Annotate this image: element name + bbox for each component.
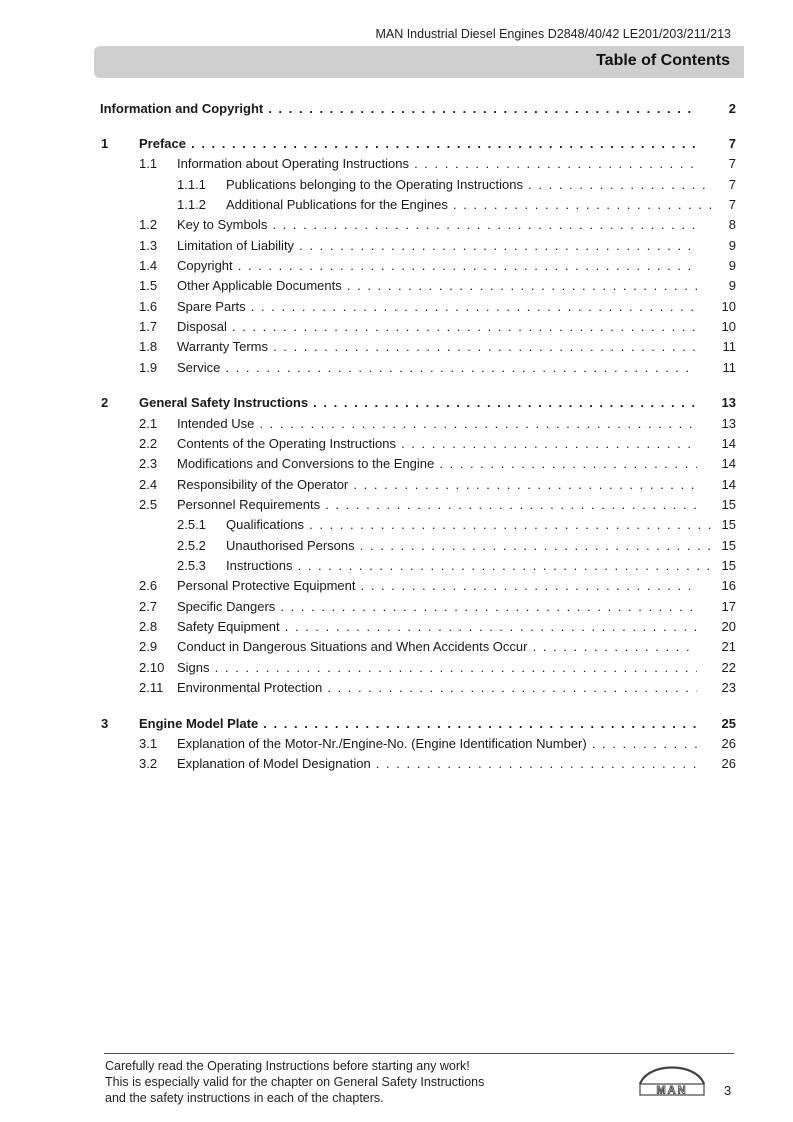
toc-entry-page: 14	[721, 477, 736, 492]
toc-entry-title: Limitation of Liability . . .	[177, 237, 697, 255]
footer-line-3: and the safety instructions in each of the chapters.	[105, 1091, 384, 1105]
toc-entry-page: 21	[721, 639, 736, 654]
toc-entry[interactable]	[0, 496, 736, 514]
toc-entry-page: 11	[722, 360, 736, 375]
toc-entry-title: Publications belonging to the Operating Instructions . . .	[226, 176, 711, 194]
toc-entry-page: 10	[721, 319, 736, 334]
toc-entry-title: Signs . . .	[177, 659, 697, 677]
page-title: Table of Contents	[596, 52, 730, 69]
toc-entry-page: 7	[728, 197, 736, 212]
toc-entry-number: 2.6	[139, 578, 158, 593]
toc-entry-number: 1.5	[139, 278, 158, 293]
toc-entry-title: Explanation of Model Designation . . .	[177, 755, 697, 773]
toc-entry-title: Safety Equipment . . .	[177, 618, 697, 636]
toc-entry-number: 2.11	[139, 680, 164, 695]
toc-entry-page: 15	[721, 517, 736, 532]
toc-entry[interactable]	[0, 100, 736, 118]
toc-entry[interactable]	[0, 516, 736, 534]
toc-entry-number: 2.5	[139, 497, 158, 512]
toc-entry[interactable]	[0, 598, 736, 616]
toc-entry-page: 13	[721, 416, 736, 431]
toc-entry-title: Conduct in Dangerous Situations and When Accidents Occur . . .	[177, 638, 697, 656]
document-header-title: MAN Industrial Diesel Engines D2848/40/42 LE201/203/211/213	[375, 27, 731, 41]
toc-entry-number: 2.3	[139, 456, 158, 471]
toc-entry-number: 1.8	[139, 339, 158, 354]
toc-entry-title: Intended Use . . .	[177, 415, 697, 433]
footer-line-2: This is especially valid for the chapter on General Safety Instructions	[105, 1075, 485, 1089]
toc-entry-number: 1.2	[139, 217, 158, 232]
toc-entry[interactable]	[0, 537, 736, 555]
toc-entry-title: Other Applicable Documents . . .	[177, 277, 697, 295]
toc-entry-title: Specific Dangers . . .	[177, 598, 697, 616]
toc-entry-number: 1.1.1	[177, 177, 206, 192]
toc-entry[interactable]	[0, 277, 736, 295]
toc-entry-number: 2.8	[139, 619, 158, 634]
toc-entry-page: 10	[721, 299, 736, 314]
toc-entry-number: 2.1	[139, 416, 158, 431]
toc-entry-page: 2	[728, 101, 736, 116]
toc-entry-page: 9	[728, 258, 736, 273]
toc-entry-page: 23	[721, 680, 736, 695]
toc-entry[interactable]	[0, 755, 736, 773]
footer-notice	[105, 1058, 484, 1106]
toc-entry[interactable]	[0, 415, 736, 433]
toc-entry[interactable]	[0, 638, 736, 656]
footer-divider	[104, 1053, 734, 1054]
toc-entry-page: 15	[721, 538, 736, 553]
toc-entry-page: 9	[728, 278, 736, 293]
toc-entry-number: 3.1	[139, 736, 158, 751]
toc-entry-page: 14	[721, 456, 736, 471]
toc-entry-title: Disposal . . .	[177, 318, 697, 336]
toc-entry-page: 9	[728, 238, 736, 253]
toc-entry[interactable]	[0, 735, 736, 753]
toc-entry-page: 20	[721, 619, 736, 634]
toc-entry-page: 7	[728, 156, 736, 171]
toc-entry-title: Personal Protective Equipment . . .	[177, 577, 697, 595]
toc-entry-title: Explanation of the Motor-Nr./Engine-No. (Engine Identification Number) . . .	[177, 735, 697, 753]
toc-entry-title: Copyright . . .	[177, 257, 697, 275]
toc-entry-title: Unauthorised Persons . . .	[226, 537, 711, 555]
toc-entry-title: Information about Operating Instructions . . .	[177, 155, 697, 173]
toc-entry-number: 2.7	[139, 599, 158, 614]
toc-entry-page: 15	[721, 497, 736, 512]
toc-entry-page: 16	[721, 578, 736, 593]
toc-entry-title: Key to Symbols . . .	[177, 216, 697, 234]
toc-entry-page: 7	[728, 177, 736, 192]
toc-entry[interactable]	[0, 394, 736, 412]
toc-entry[interactable]	[0, 435, 736, 453]
toc-entry-title: Contents of the Operating Instructions . . .	[177, 435, 697, 453]
toc-entry-page: 7	[728, 136, 736, 151]
toc-entry-title: General Safety Instructions . . .	[139, 394, 697, 412]
toc-entry[interactable]	[0, 618, 736, 636]
toc-entry[interactable]	[0, 715, 736, 733]
toc-entry-page: 26	[721, 756, 736, 771]
toc-entry-number: 1.6	[139, 299, 158, 314]
toc-entry[interactable]	[0, 359, 736, 377]
toc-entry-number: 1.1.2	[177, 197, 206, 212]
toc-entry-page: 15	[721, 558, 736, 573]
toc-entry[interactable]	[0, 577, 736, 595]
toc-entry-title: Personnel Requirements . . .	[177, 496, 697, 514]
toc-entry-number: 1	[101, 136, 109, 151]
toc-entry-number: 1.4	[139, 258, 158, 273]
toc-entry-number: 1.7	[139, 319, 158, 334]
page-number: 3	[724, 1083, 732, 1098]
toc-entry-number: 2.10	[139, 660, 165, 675]
toc-entry-page: 13	[721, 395, 736, 410]
toc-entry[interactable]	[0, 257, 736, 275]
toc-entry-number: 2.5.2	[177, 538, 206, 553]
toc-entry-page: 17	[721, 599, 736, 614]
toc-entry-number: 3	[101, 716, 109, 731]
toc-entry-title: Instructions . . .	[226, 557, 711, 575]
toc-entry-number: 1.1	[139, 156, 158, 171]
toc-entry-number: 3.2	[139, 756, 158, 771]
toc-entry[interactable]	[0, 298, 736, 316]
toc-entry[interactable]	[0, 338, 736, 356]
toc-entry[interactable]	[0, 455, 736, 473]
toc-entry-number: 2.9	[139, 639, 158, 654]
toc-entry[interactable]	[0, 176, 736, 194]
toc-entry-title: Preface . . .	[139, 135, 697, 153]
man-logo-lettering: MAN	[656, 1084, 688, 1097]
toc-entry[interactable]	[0, 679, 736, 697]
toc-entry-title: Service . . .	[177, 359, 697, 377]
toc-entry-title: Qualifications . . .	[226, 516, 711, 534]
toc-entry-page: 25	[721, 716, 736, 731]
toc-entry-title: Warranty Terms . . .	[177, 338, 697, 356]
toc-entry-page: 11	[722, 339, 736, 354]
toc-entry-number: 1.3	[139, 238, 158, 253]
toc-entry-page: 22	[721, 660, 736, 675]
toc-entry[interactable]	[0, 557, 736, 575]
toc-entry-number: 2.2	[139, 436, 158, 451]
toc-entry-number: 2.4	[139, 477, 158, 492]
toc-entry[interactable]	[0, 216, 736, 234]
toc-entry-title: Environmental Protection . . .	[177, 679, 697, 697]
toc-entry-page: 14	[721, 436, 736, 451]
toc-entry-title: Modifications and Conversions to the Engine . . .	[177, 455, 697, 473]
toc-entry-page: 26	[721, 736, 736, 751]
toc-entry-number: 2.5.3	[177, 558, 206, 573]
section-title-bar	[94, 46, 744, 78]
toc-entry[interactable]	[0, 659, 736, 677]
toc-entry-title: Information and Copyright . . .	[100, 100, 697, 118]
toc-entry-title: Spare Parts . . .	[177, 298, 697, 316]
toc-entry-number: 2.5.1	[177, 517, 206, 532]
toc-entry-title: Responsibility of the Operator . . .	[177, 476, 697, 494]
toc-entry-page: 8	[728, 217, 736, 232]
toc-entry[interactable]	[0, 196, 736, 214]
toc-entry[interactable]	[0, 155, 736, 173]
toc-entry-number: 2	[101, 395, 109, 410]
toc-entry-number: 1.9	[139, 360, 158, 375]
footer-line-1: Carefully read the Operating Instructions before starting any work!	[105, 1059, 470, 1073]
toc-entry-title: Engine Model Plate . . .	[139, 715, 697, 733]
toc-entry[interactable]	[0, 237, 736, 255]
man-logo	[636, 1060, 708, 1102]
toc-entry-title: Additional Publications for the Engines . . .	[226, 196, 711, 214]
toc-entry[interactable]	[0, 476, 736, 494]
toc-entry[interactable]	[0, 135, 736, 153]
toc-entry[interactable]	[0, 318, 736, 336]
